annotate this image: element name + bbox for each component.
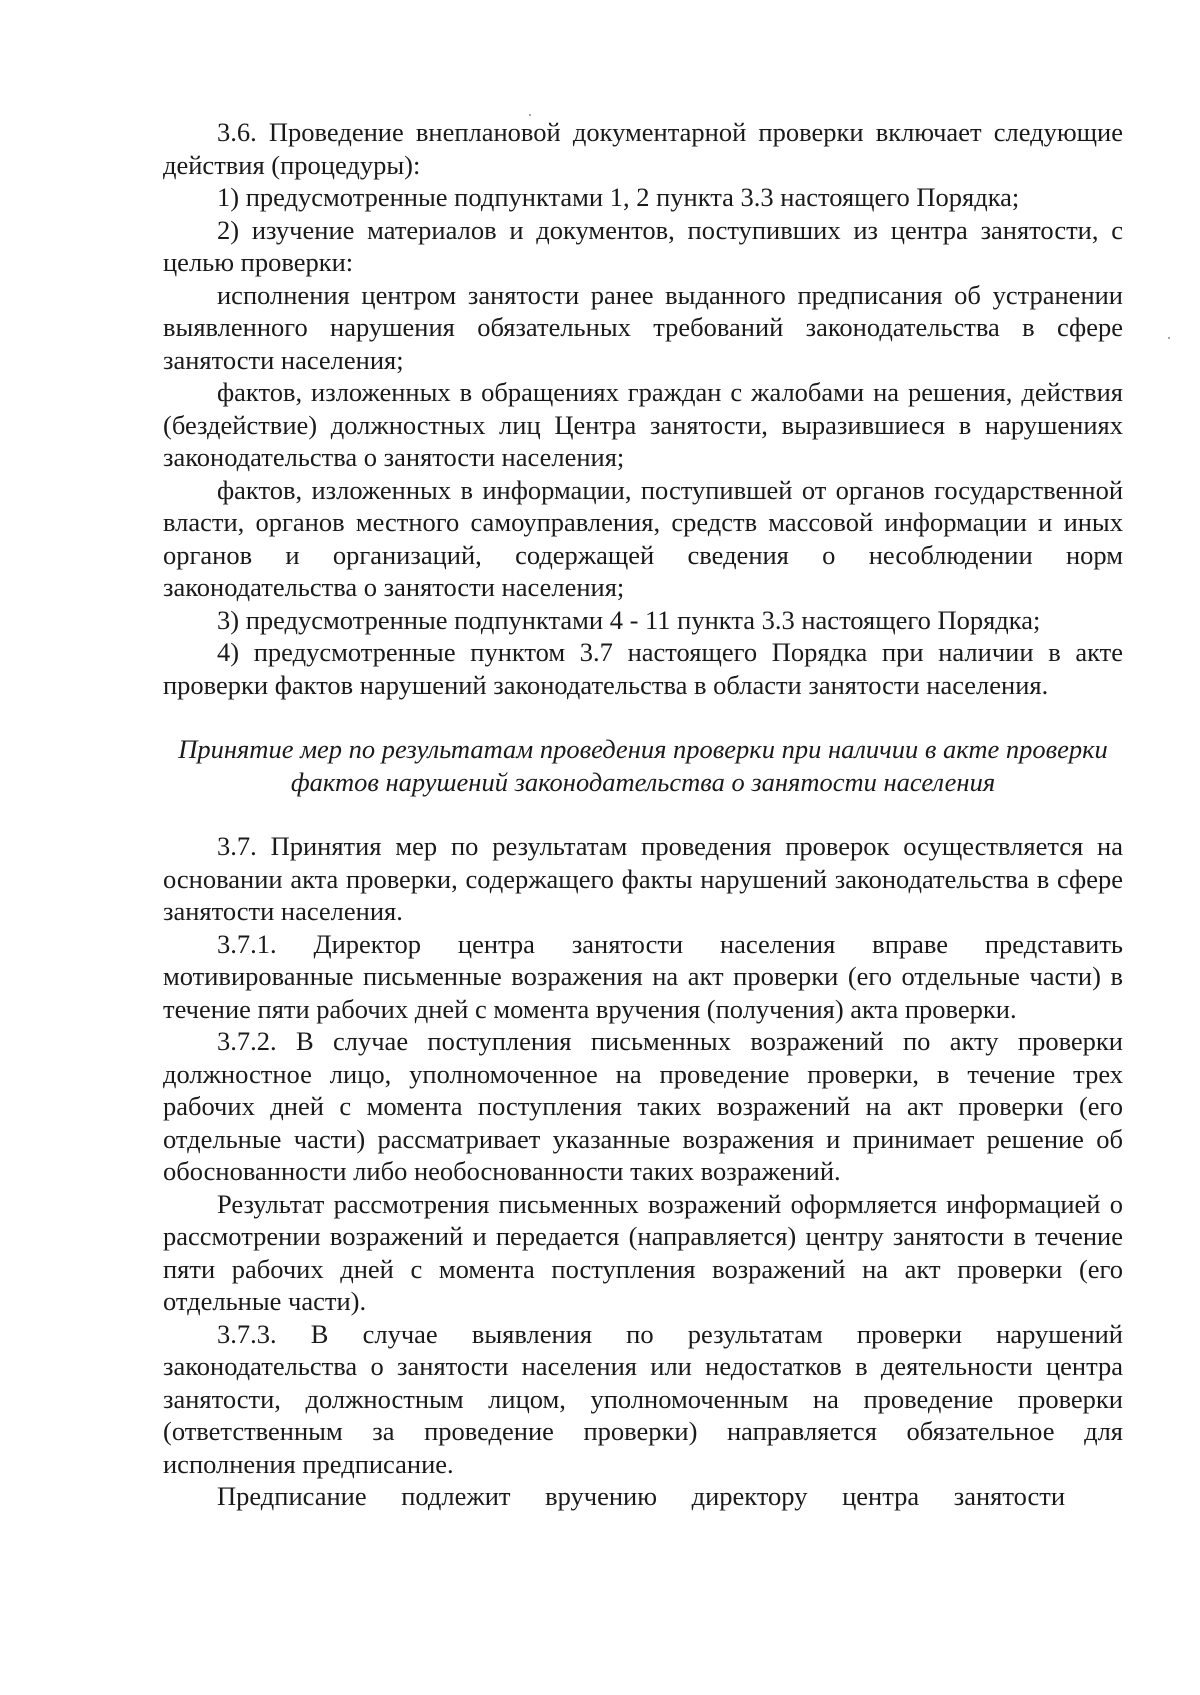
paragraph-item-2: 2) изучение материалов и документов, поступивших из центра занятости, с целью проверки: bbox=[163, 214, 1123, 277]
document-page bbox=[163, 116, 1123, 1513]
paragraph-prescription: Предписание подлежит вручению директору центра занятости bbox=[217, 1481, 1066, 1511]
paragraph-3-7: 3.7. Принятия мер по результатам проведения проверок осуществляется на основании акта проверки, содержащего факты нарушений законодательства в сфере занятости населения. bbox=[163, 831, 1123, 926]
paragraph-3-7-3: 3.7.3. В случае выявления по результатам проверки нарушений законодательства о занятости населения или недостатков в деятельности центра занятости, должностным лицом, уполномоченным на проведение проверки (ответственным за проведение проверки) направляется обязательное для исполнения предписание. bbox=[163, 1318, 1123, 1479]
paragraph-item-4: 4) предусмотренные пунктом 3.7 настоящего Порядка при наличии в акте проверки фактов нарушений законодательства в области занятости населения. bbox=[163, 637, 1123, 700]
paragraph-subitem-information: фактов, изложенных в информации, поступившей от органов государственной власти, органов местного самоуправления, средств массовой информации и иных органов и организаций, содержащей сведения о несоблюдении норм законодательства о занятости населения; bbox=[163, 474, 1123, 602]
paragraph-item-1: 1) предусмотренные подпунктами 1, 2 пункта 3.3 настоящего Порядка; bbox=[217, 182, 1020, 212]
paragraph-3-6: 3.6. Проведение внеплановой документарной проверки включает следующие действия (процедуры): bbox=[163, 117, 1123, 180]
section-heading: Принятие мер по результатам проведения проверки при наличии в акте проверки фактов нарушений законодательства о занятости населения bbox=[178, 734, 1108, 797]
paragraph-3-7-2: 3.7.2. В случае поступления письменных возражений по акту проверки должностное лицо, уполномоченное на проведение проверки, в течение трех рабочих дней с момента поступления таких возражений на акт проверки (его отдельные части) рассматривает указанные возражения и принимает решение об обоснованности либо необоснованности таких возражений. bbox=[163, 1026, 1123, 1186]
paragraph-item-3: 3) предусмотренные подпунктами 4 - 11 пункта 3.3 настоящего Порядка; bbox=[217, 604, 1041, 635]
paragraph-result: Результат рассмотрения письменных возражений оформляется информацией о рассмотрении возражений и передается (направляется) центру занятости в течение пяти рабочих дней с момента поступления возражений на акт проверки (его отдельные части). bbox=[163, 1188, 1123, 1316]
scan-speck bbox=[1168, 337, 1170, 339]
paragraph-subitem-complaints: фактов, изложенных в обращениях граждан с жалобами на решения, действия (бездействие) должностных лиц Центра занятости, выразившиеся в нарушениях законодательства о занятости населения; bbox=[163, 377, 1123, 472]
paragraph-3-7-1: 3.7.1. Директор центра занятости населения вправе представить мотивированные письменные возражения на акт проверки (его отдельные части) в течение пяти рабочих дней с момента вручения (получения) акта проверки. bbox=[163, 928, 1123, 1024]
scan-speck bbox=[529, 114, 531, 116]
paragraph-subitem-prescription: исполнения центром занятости ранее выданного предписания об устранении выявленного нарушения обязательных требований законодательства в сфере занятости населения; bbox=[163, 279, 1123, 375]
